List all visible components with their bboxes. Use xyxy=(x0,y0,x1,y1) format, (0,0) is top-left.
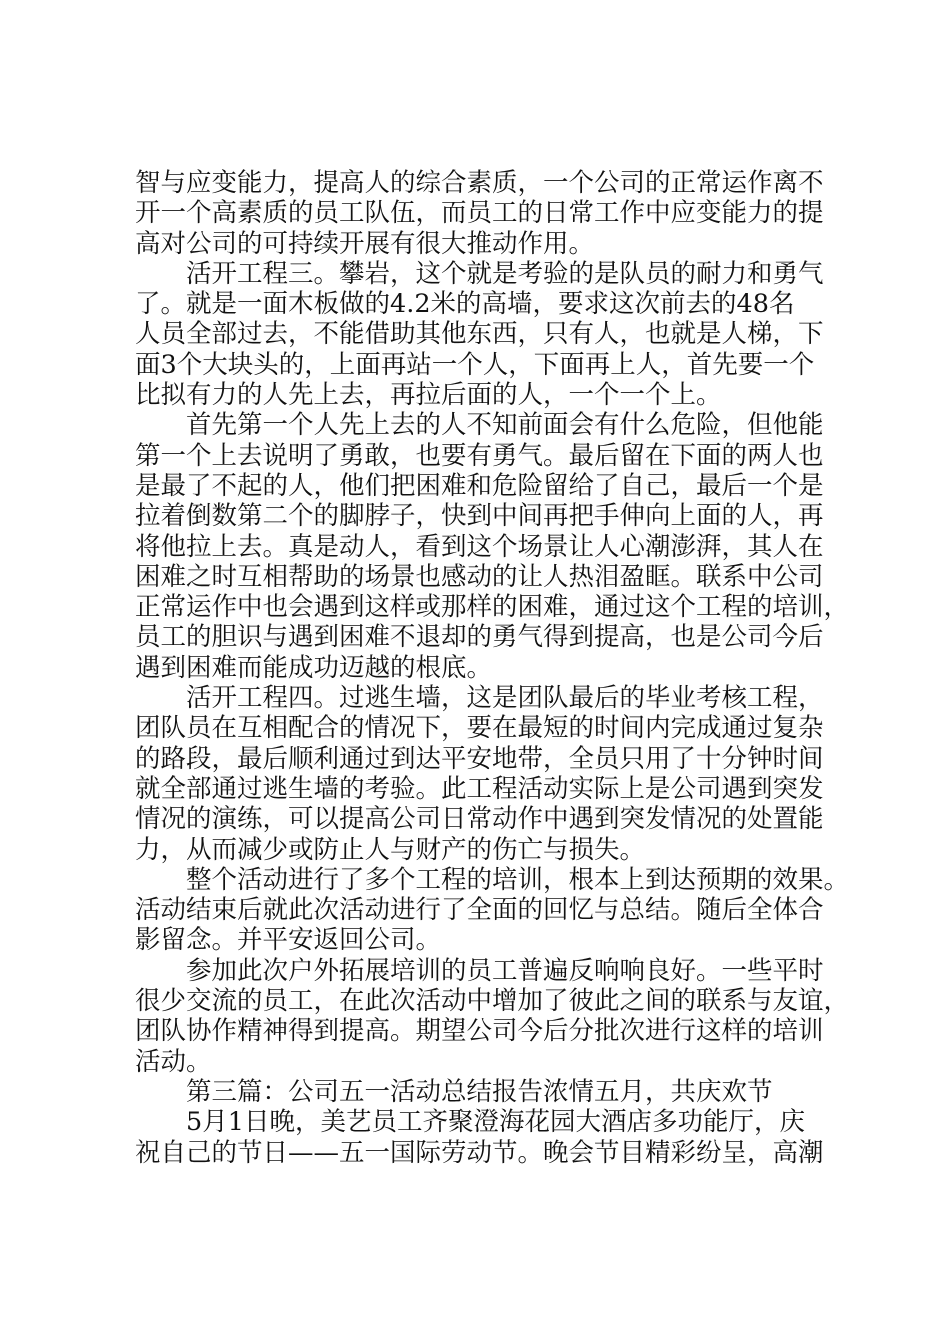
text-line: 第一个上去说明了勇敢，也要有勇气。最后留在下面的两人也 xyxy=(135,440,824,471)
paragraph-first-climber xyxy=(135,410,850,683)
text-line: 人员全部过去，不能借助其他东西，只有人，也就是人梯，下 xyxy=(135,319,824,350)
document-page xyxy=(135,168,850,1168)
paragraph-summary xyxy=(135,864,850,956)
text-line: 首先第一个人先上去的人不知前面会有什么危险，但他能 xyxy=(186,410,824,441)
text-line: 的路段，最后顺利通过到达平安地带，全员只用了十分钟时间 xyxy=(135,743,824,774)
text-line: 了。就是一面木板做的4.2米的高墙，要求这次前去的48名 xyxy=(135,289,795,320)
text-line: 将他拉上去。真是动人，看到这个场景让人心潮澎湃，其人在 xyxy=(135,531,824,562)
text-line: 5月1日晚，美艺员工齐聚澄海花园大酒店多功能厅，庆 xyxy=(186,1107,805,1138)
paragraph-project-three xyxy=(135,259,825,410)
text-line: 员工的胆识与遇到困难不退却的勇气得到提高，也是公司今后 xyxy=(135,622,824,653)
text-line: 比拟有力的人先上去，再拉后面的人，一个一个上。 xyxy=(135,380,722,411)
text-line: 影留念。并平安返回公司。 xyxy=(135,925,442,956)
text-line: 力，从而减少或防止人与财产的伤亡与损失。 xyxy=(135,834,646,865)
text-line: 是最了不起的人，他们把困难和危险留给了自己，最后一个是 xyxy=(135,470,824,501)
text-line: 活动结束后就此次活动进行了全面的回忆与总结。随后全体合 xyxy=(135,895,824,926)
text-line: 正常运作中也会遇到这样或那样的困难，通过这个工程的培训， xyxy=(135,592,850,623)
text-line: 团队协作精神得到提高。期望公司今后分批次进行这样的培训 xyxy=(135,1016,824,1047)
text-line: 就全部通过逃生墙的考验。此工程活动实际上是公司遇到突发 xyxy=(135,773,824,804)
text-line: 高对公司的可持续开展有很大推动作用。 xyxy=(135,228,595,259)
text-line: 很少交流的员工，在此次活动中增加了彼此之间的联系与友谊， xyxy=(135,986,850,1017)
section-heading: 第三篇：公司五一活动总结报告浓情五月，共庆欢节 xyxy=(186,1076,773,1107)
text-line: 活开工程三。攀岩，这个就是考验的是队员的耐力和勇气 xyxy=(186,258,824,289)
text-line: 参加此次户外拓展培训的员工普遍反响响良好。一些平时 xyxy=(186,955,824,986)
text-line: 困难之时互相帮助的场景也感动的让人热泪盈眶。联系中公司 xyxy=(135,561,824,592)
text-line: 活开工程四。过逃生墙，这是团队最后的毕业考核工程， xyxy=(186,683,824,714)
text-line: 整个活动进行了多个工程的培训，根本上到达预期的效果。 xyxy=(186,864,850,895)
paragraph-project-four xyxy=(135,683,825,865)
text-line: 遇到困难而能成功迈越的根底。 xyxy=(135,652,493,683)
text-line: 活动。 xyxy=(135,1046,212,1077)
text-line: 团队员在互相配合的情况下，要在最短的时间内完成通过复杂 xyxy=(135,713,824,744)
text-line: 智与应变能力，提高人的综合素质，一个公司的正常运作离不 xyxy=(135,168,824,198)
text-line: 祝自己的节日——五一国际劳动节。晚会节目精彩纷呈，高潮 xyxy=(135,1137,824,1168)
text-line: 开一个高素质的员工队伍，而员工的日常工作中应变能力的提 xyxy=(135,198,824,229)
text-line: 情况的演练，可以提高公司日常动作中遇到突发情况的处置能 xyxy=(135,804,824,835)
paragraph-1 xyxy=(135,168,825,259)
text-line: 面3个大块头的，上面再站一个人，下面再上人，首先要一个 xyxy=(135,349,815,380)
paragraph-feedback xyxy=(135,955,850,1077)
text-line: 拉着倒数第二个的脚脖子，快到中间再把手伸向上面的人，再 xyxy=(135,501,824,532)
paragraph-may-day xyxy=(135,1107,825,1168)
